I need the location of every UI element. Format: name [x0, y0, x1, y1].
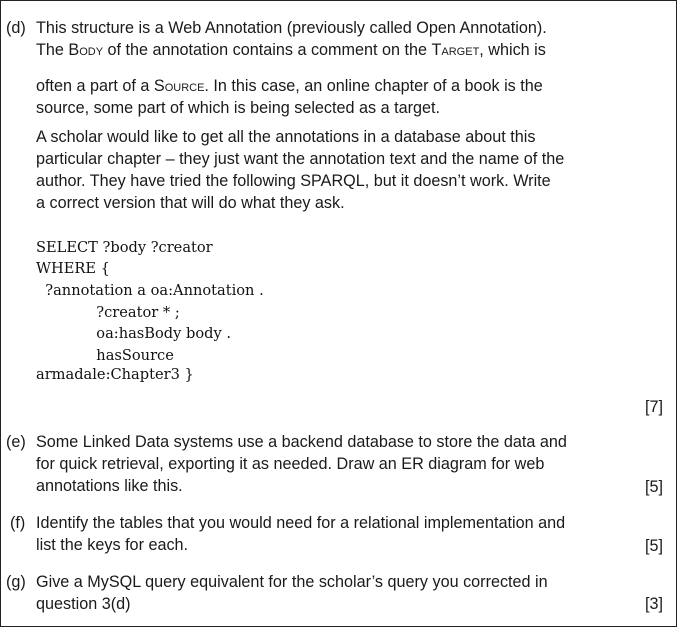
- part-d-marks: [7]: [645, 398, 663, 416]
- part-f-marks: [5]: [645, 537, 663, 555]
- sparql-line-7: armadale:Chapter3 }: [36, 366, 194, 383]
- part-f-label: (f): [10, 514, 26, 532]
- target-term: Target: [431, 41, 480, 59]
- part-f-line-1: Identify the tables that you would need for a relational implementation and: [36, 514, 566, 532]
- part-e-line-1: Some Linked Data systems use a backend database to store the data and: [36, 433, 567, 451]
- part-d-label: (d): [6, 19, 26, 37]
- part-e-marks: [5]: [645, 478, 663, 496]
- part-g-label: (g): [6, 573, 26, 591]
- sparql-line-1: SELECT ?body ?creator: [36, 239, 213, 256]
- part-d-para2-line-1: A scholar would like to get all the annotations in a database about this: [36, 128, 536, 146]
- part-g-marks: [3]: [645, 595, 663, 613]
- part-g-line-1: Give a MySQL query equivalent for the scholar’s query you corrected in: [36, 573, 548, 591]
- part-f-line-2: list the keys for each.: [36, 536, 189, 554]
- part-d-line-4: source, some part of which is being selected as a target.: [36, 99, 440, 117]
- sparql-line-4: ?creator * ;: [36, 304, 180, 321]
- sparql-line-5: oa:hasBody body .: [36, 325, 232, 342]
- part-e-line-2: for quick retrieval, exporting it as needed. Draw an ER diagram for web: [36, 455, 545, 473]
- part-e-label: (e): [6, 433, 26, 451]
- sparql-line-3: ?annotation a oa:Annotation .: [36, 282, 264, 299]
- source-term: Source: [153, 77, 205, 95]
- part-g-line-2: question 3(d): [36, 595, 131, 613]
- body-term: Body: [68, 41, 104, 59]
- sparql-line-2: WHERE {: [36, 260, 110, 277]
- part-d-line-3: often a part of a Source. In this case, an online chapter of a book is the: [36, 77, 543, 95]
- part-e-line-3: annotations like this.: [36, 477, 183, 495]
- part-d-line-1: This structure is a Web Annotation (previously called Open Annotation).: [36, 19, 547, 37]
- part-d-para2-line-4: a correct version that will do what they ask.: [36, 194, 345, 212]
- part-d-line-2: The Body of the annotation contains a comment on the Target, which is: [36, 41, 546, 59]
- sparql-line-6: hasSource: [36, 347, 174, 364]
- part-d-para2-line-2: particular chapter – they just want the annotation text and the name of the: [36, 150, 565, 168]
- part-d-para2-line-3: author. They have tried the following SPARQL, but it doesn’t work. Write: [36, 172, 551, 190]
